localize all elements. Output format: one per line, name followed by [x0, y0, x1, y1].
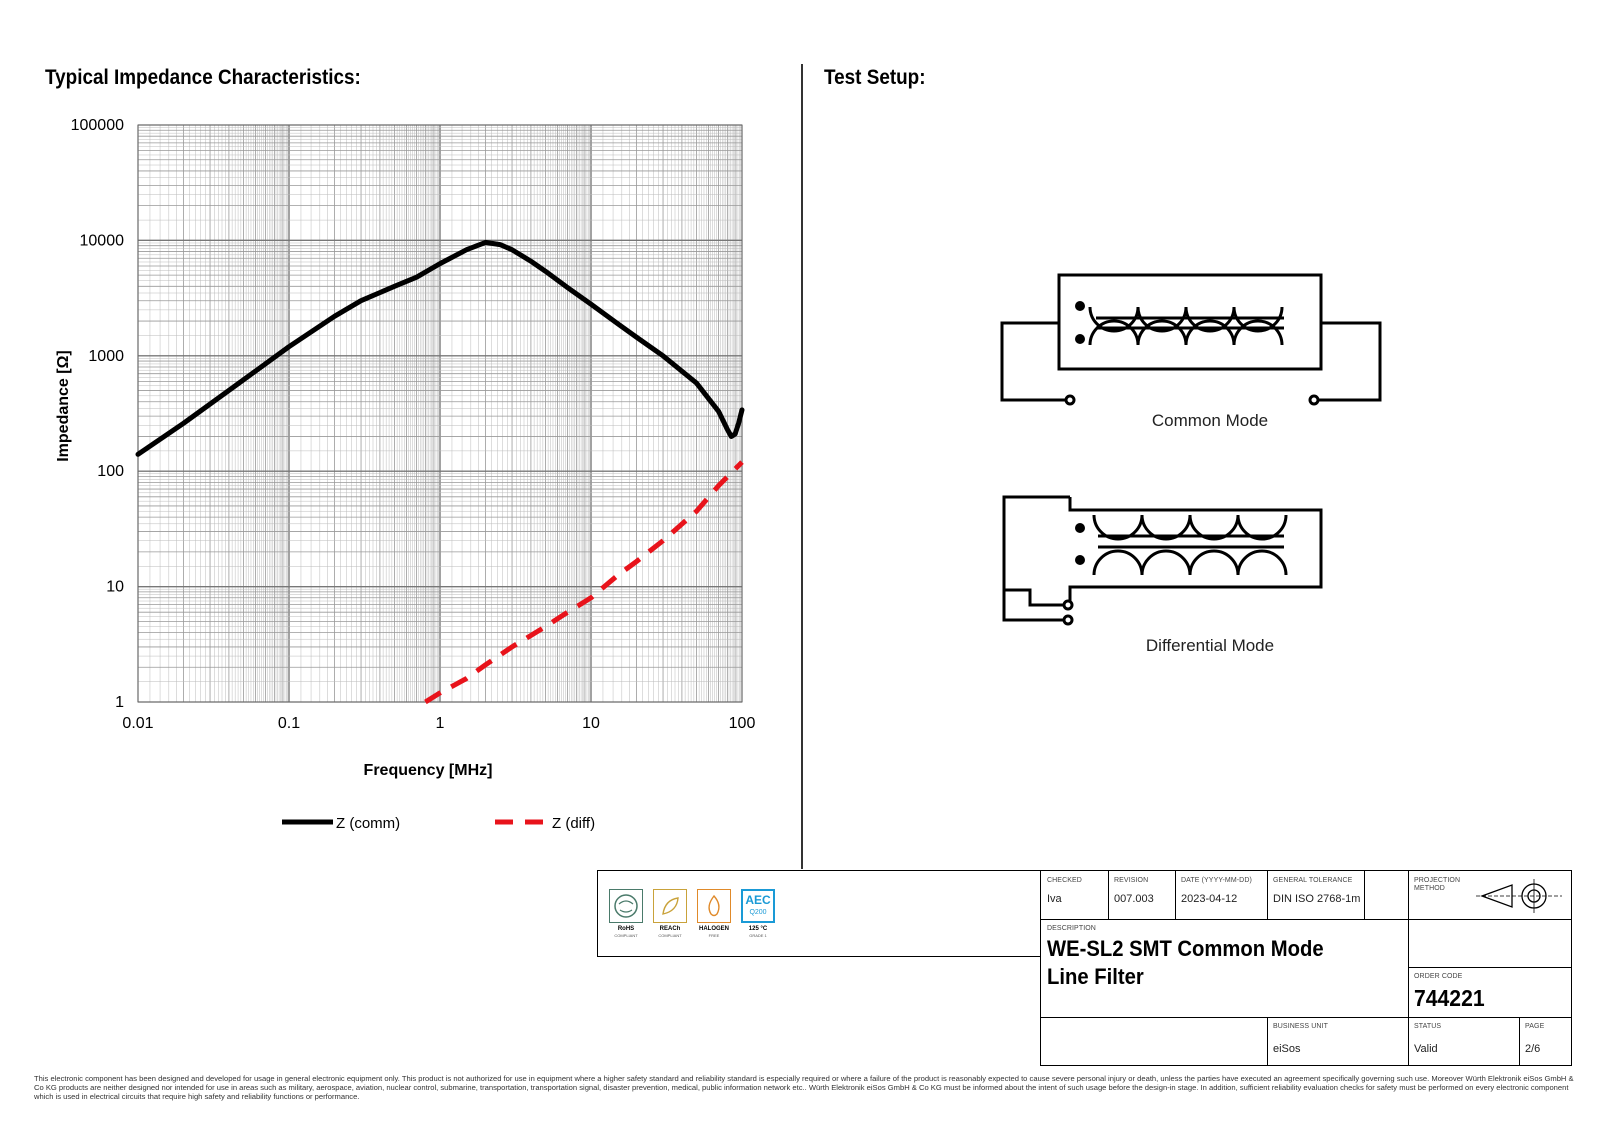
page-value: 2/6: [1525, 1043, 1541, 1055]
differential-mode-label: Differential Mode: [1145, 636, 1275, 655]
legal-disclaimer: This electronic component has been designed and developed for usage in general electronic equipment only. This product is not authorized for use in equipment where a higher safety standard and reliability standard is especially required or where a failure of the product is reasonably expected to cause severe personal injury or death, unless the parties have executed an agreement specifically governing such use. Moreover Würth Elektronik eiSos GmbH & Co KG products are neither designed nor intended for use in areas such as military, aerospace, aviation, nuclear control, submarine, transportation, transportation signal, disaster prevention, medical, public information network etc.. Würth Elektronik eiSos GmbH & Co KG must be informed about the intent of such usage before the design-in stage. In addition, sufficient reliability evaluation checks for safety must be performed on every electronic component which is used in electrical circuits that require high safety and reliability functions or performance.: [34, 1074, 1574, 1102]
y-tick-label: 100000: [70, 117, 124, 134]
dot-marker: [1075, 301, 1085, 311]
title-block: [1040, 870, 1572, 1066]
chart-ticks: [71, 117, 756, 732]
checked-value: Iva: [1047, 893, 1062, 905]
projection-label: PROJECTION METHOD: [1414, 877, 1461, 892]
differential-mode-circuit: [1004, 497, 1321, 624]
business-unit-value: eiSos: [1273, 1043, 1301, 1055]
x-tick-label: 1: [435, 715, 445, 732]
y-axis-label: Impedance [Ω]: [55, 350, 72, 462]
halogen-sub: FREE: [708, 933, 720, 938]
legend-label-comm: Z (comm): [336, 815, 401, 832]
impedance-section-title: Typical Impedance Characteristics:: [45, 66, 361, 89]
date-value: 2023-04-12: [1181, 893, 1238, 905]
date-label: DATE (YYYY-MM-DD): [1181, 877, 1252, 884]
y-tick-label: 10: [106, 578, 124, 596]
aec-temp-label: 125 °C: [748, 926, 768, 932]
x-tick-label: 0.1: [277, 715, 301, 732]
projection-method-icon: [1476, 879, 1566, 913]
chart-legend: [282, 815, 595, 832]
revision-value: 007.003: [1114, 893, 1154, 905]
aec-grade-label: GRADE 1: [749, 933, 767, 938]
tolerance-label: GENERAL TOLERANCE: [1273, 877, 1353, 884]
legend-label-diff: Z (diff): [552, 815, 596, 832]
x-axis-label: Frequency [MHz]: [363, 762, 493, 779]
reach-icon: [653, 889, 687, 923]
y-tick-label: 1: [115, 694, 124, 711]
order-code-value: 744221: [1414, 985, 1485, 1011]
checked-label: CHECKED: [1047, 877, 1082, 884]
x-tick-label: 100: [728, 715, 756, 732]
halogen-label: HALOGEN: [699, 926, 729, 932]
y-tick-label: 1000: [88, 347, 124, 365]
status-value: Valid: [1414, 1043, 1438, 1055]
rohs-sub: COMPLIANT: [614, 933, 638, 938]
common-mode-circuit: [1002, 275, 1380, 404]
common-mode-label: Common Mode: [1151, 411, 1269, 430]
rohs-icon: [609, 889, 643, 923]
rohs-label: RoHS: [617, 926, 635, 932]
test-setup-schematic: [990, 265, 1390, 665]
impedance-chart: [0, 0, 800, 840]
x-tick-label: 10: [582, 715, 600, 732]
halogen-free-icon: [697, 889, 731, 923]
test-setup-section-title: Test Setup:: [824, 66, 926, 89]
dot-marker: [1075, 555, 1085, 565]
revision-label: REVISION: [1114, 877, 1149, 884]
aec-q200-icon: AEC Q200: [741, 889, 775, 923]
status-label: STATUS: [1414, 1023, 1442, 1030]
reach-sub: COMPLIANT: [658, 933, 682, 938]
dot-marker: [1075, 523, 1085, 533]
reach-label: REACh: [659, 926, 681, 932]
y-tick-label: 10000: [79, 232, 124, 250]
vertical-divider: [801, 64, 803, 869]
chart-grid: [138, 125, 742, 702]
order-code-label: ORDER CODE: [1414, 973, 1463, 980]
tolerance-value: DIN ISO 2768-1m: [1273, 893, 1361, 905]
dot-marker: [1075, 334, 1085, 344]
business-unit-label: BUSINESS UNIT: [1273, 1023, 1328, 1030]
description-value: WE-SL2 SMT Common Mode Line Filter: [1047, 936, 1324, 989]
page-label: PAGE: [1525, 1023, 1545, 1030]
y-tick-label: 100: [97, 463, 124, 481]
certification-panel: [597, 870, 1041, 957]
description-label: DESCRIPTION: [1047, 925, 1096, 932]
x-tick-label: 0.01: [122, 715, 154, 732]
